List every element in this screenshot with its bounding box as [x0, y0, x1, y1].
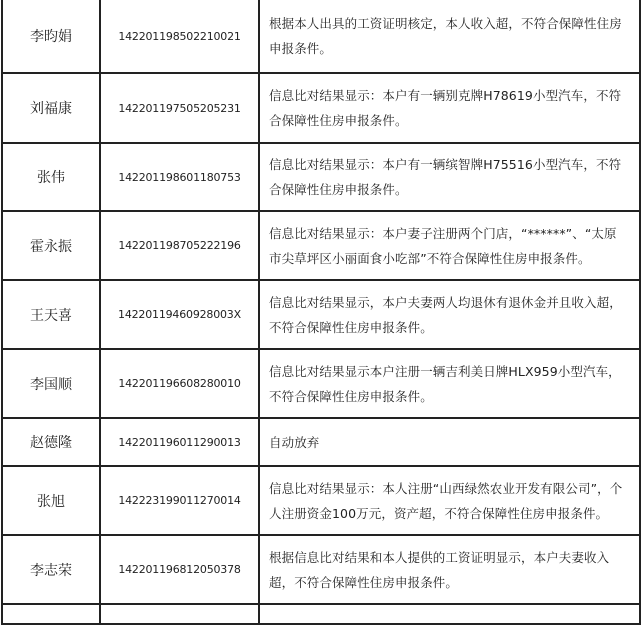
table-row	[1, 419, 641, 467]
table-row	[1, 144, 641, 212]
table-row	[1, 536, 641, 605]
reason-cell: 信息比对结果显示本户注册一辆吉利美日牌HLX959小型汽车，不符合保障性住房申报条件。	[260, 350, 641, 419]
name-cell: 赵德隆	[1, 419, 101, 467]
id-number-cell	[101, 605, 260, 625]
reason-cell: 信息比对结果显示：本人注册“山西绿然农业开发有限公司”，个人注册资金100万元，资产超，不符合保障性住房申报条件。	[260, 467, 641, 536]
table-row	[1, 0, 641, 74]
reason-cell: 根据信息比对结果和本人提供的工资证明显示，本户夫妻收入超，不符合保障性住房申报条件。	[260, 536, 641, 605]
id-number-cell: 142201196011290013	[101, 419, 260, 467]
reason-cell: 自动放弃	[260, 419, 641, 467]
name-cell	[1, 605, 101, 625]
id-number-cell: 142201198705222196	[101, 212, 260, 281]
table-row	[1, 605, 641, 625]
id-number-cell: 142223199011270014	[101, 467, 260, 536]
reason-cell	[260, 605, 641, 625]
table-row	[1, 212, 641, 281]
id-number-cell: 142201196812050378	[101, 536, 260, 605]
name-cell: 李国顺	[1, 350, 101, 419]
name-cell: 张伟	[1, 144, 101, 212]
table-row	[1, 350, 641, 419]
name-cell: 刘福康	[1, 74, 101, 144]
reason-cell: 信息比对结果显示：本户有一辆别克牌H78619小型汽车，不符合保障性住房申报条件。	[260, 74, 641, 144]
name-cell: 李昀娟	[1, 0, 101, 74]
id-number-cell: 142201196608280010	[101, 350, 260, 419]
table-row	[1, 467, 641, 536]
table-row	[1, 74, 641, 144]
id-number-cell: 14220119460928003X	[101, 281, 260, 350]
id-number-cell: 142201198502210021	[101, 0, 260, 74]
name-cell: 李志荣	[1, 536, 101, 605]
name-cell: 张旭	[1, 467, 101, 536]
reason-cell: 根据本人出具的工资证明核定，本人收入超，不符合保障性住房申报条件。	[260, 0, 641, 74]
applicant-table	[1, 0, 641, 625]
name-cell: 霍永振	[1, 212, 101, 281]
id-number-cell: 142201197505205231	[101, 74, 260, 144]
id-number-cell: 142201198601180753	[101, 144, 260, 212]
reason-cell: 信息比对结果显示：本户妻子注册两个门店，“******”、“太原市尖草坪区小丽面食小吃部”不符合保障性住房申报条件。	[260, 212, 641, 281]
table-row	[1, 281, 641, 350]
reason-cell: 信息比对结果显示：本户有一辆缤智牌H75516小型汽车，不符合保障性住房申报条件。	[260, 144, 641, 212]
reason-cell: 信息比对结果显示，本户夫妻两人均退休有退休金并且收入超，不符合保障性住房申报条件。	[260, 281, 641, 350]
name-cell: 王天喜	[1, 281, 101, 350]
